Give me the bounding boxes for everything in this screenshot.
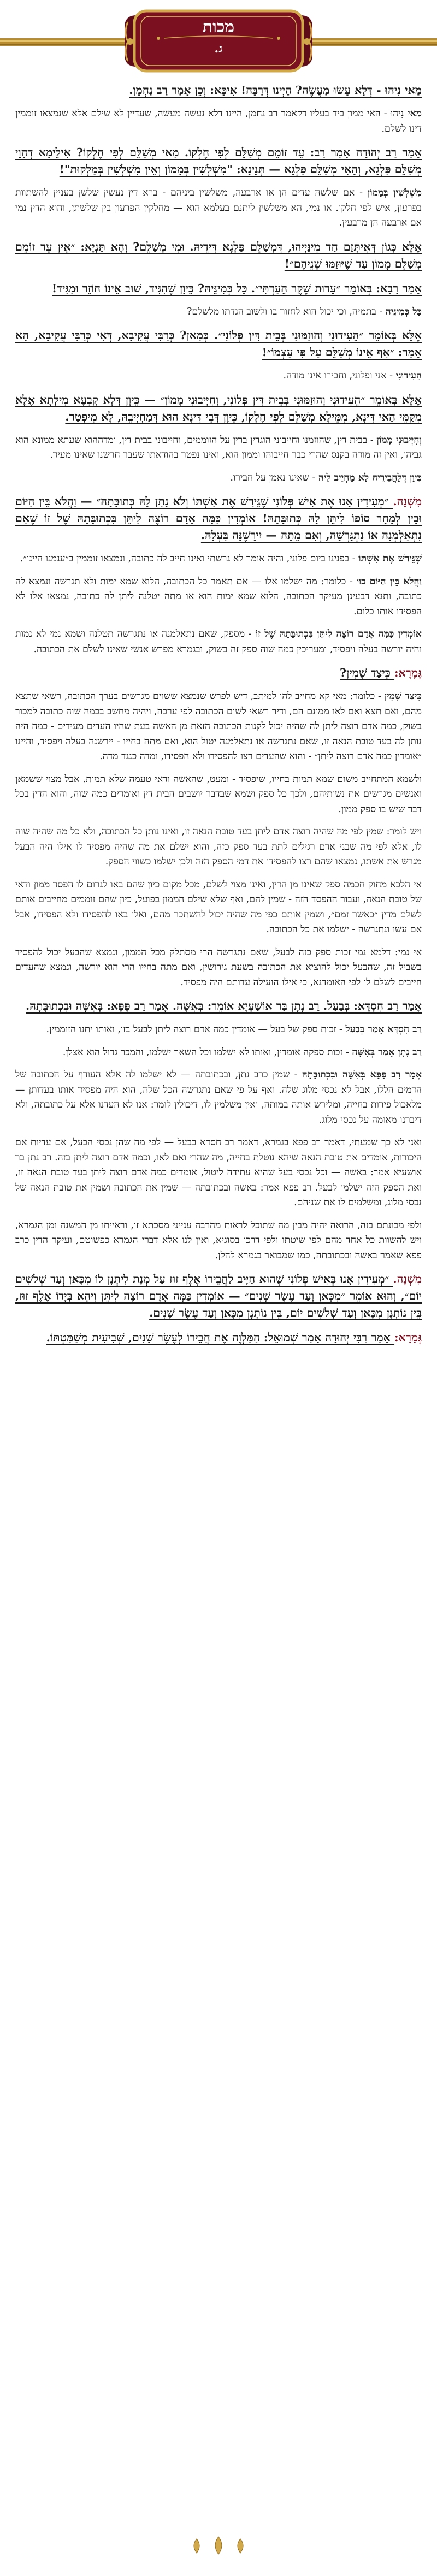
commentary-paragraph (15, 305, 422, 320)
commentary-paragraph (15, 186, 422, 231)
gemara-text: כֵּיצַד שָׁמִין? (340, 666, 395, 679)
mishna-text: ״מְעִידִין אָנוּ אֶת אִישׁ פְּלוֹנִי שֶׁגֵּירַשׁ אֶת אִשְׁתּוֹ וְלֹא נָתַן לָהּ כְּתוּבָּתָהּ״ — וַהֲלֹא בֵּין הַיּוֹם וּבֵין לְמָחָר סוֹפוֹ לִיתֵּן לָהּ כְּתוּבָּתָהּ! אוֹמְדִין כַּמָּה אָדָם רוֹצֶה לִיתֵּן בִּכְתוּבָּתָהּ שֶׁל זוֹ שֶׁאִם נִתְאַלְמְנָה אוֹ נִתְגָּרְשָׁה, וְאִם מֵתָה — יִירָשֶׁנָּה בַּעְלָהּ. (15, 495, 422, 542)
commentary-text: - כלומר: מאי קא מחייב להו למיתב, דיש לפרש שנמצא ששוים מגרשים בערך הכתובה, רשאי שתצא מהם, ואם תצא ואם לאו ממונם הם, ודיר רשאי לשום הכתובה לפי ערכה, ויהיה מחשב בכמה שוה כתובה למכור בשוק, כמה אדם רוצה ליתן לה שהיה יכול לקנות הכתובה הזאת מן האשה בעת שהיו העדים מעידים - כמה היה נותן לה בעד טובת הנאה זו, שאם נתגרשה או נתאלמנה יטול הוא, ואם מתה בחייו - יירשנה בעלה ויפסיד, והיינו ״אומדין כמה אדם רוצה ליתן״ - והוא שהעדים רצו להפסידו ולא הפסידו, ומדה כנגד מדה. (15, 691, 422, 762)
commentary-text: - זכות ספקה אומדין, ואותו לא ישלמו וכל השאר ישלמו, והמכר גדול הוא אצלן. (62, 1046, 352, 1058)
gemara-text: אָמַר רַבִּי יְהוּדָה אָמַר שְׁמוּאֵל: הַמַּלְוֶה אֶת חֲבֵירוֹ לְעֶשֶׂר שָׁנִים, שְׁבִיעִית מְשַׁמַּטְתּוֹ. (46, 1331, 395, 1344)
section-label: מִשְׁנָה. (393, 495, 422, 508)
dibur-hamatchil: וְחִיְּיבוּנִי מָמוֹן (376, 434, 422, 446)
footer-ornament (0, 2534, 437, 2559)
commentary-text: ויש לומר: שמין לפי מה שהיה רוצה אדם ליתן בעד טובת הנאה זו, ואינו נותן כל הכתובה, ולא כל מה שהיה שוה לו, אלא לפי מה שבני אדם רגילים לתת בעד ספק כזה, והוא ישלם את מה שהיה מפסיד לו אילו היה הבעל מגרש את אשתו, נמצאו שהם רצו להפסידו את דמי הספק הזה ולכן ישלמו כשווי הספק. (15, 826, 422, 867)
commentary-text: אי הלכא מחוק חכמה ספק שאינו מן הדין, ואינו מצוי לשלם, מכל מקום כיון שהם באו לגרום לו הפסד ממון ודאי של טובת הנאה, ועבור ההפסד הזה - שמין להם, ואף שלא שילם הממון בפועל, כיון שהם זוממים מחייבים אותם לשלם מדין ״כאשר זמם״, ושמין אותם כפי מה שהיה יכול להשתכר מהם, ואלו באו להפסידו ולא הפסידו, אבל אם עשו ונתגרשה - ישלמו את כל הכתובה. (15, 879, 422, 935)
scroll-banner-ornament (0, 0, 437, 82)
commentary-paragraph (15, 1068, 422, 1128)
dibur-hamatchil: מַאי נִיהוּ (390, 108, 422, 119)
dibur-hamatchil: כָּל כְּמִינֵּיהּ (385, 306, 422, 317)
section-label: גְּמָרָא: (394, 1331, 422, 1344)
mishna-text: ״מְעִידִין אָנוּ בְּאִישׁ פְּלוֹנִי שֶׁהוּא חַיָּיב לַחֲבֵירוֹ אֶלֶף זוּז עַל מְנָת לִיתְּנָן לוֹ מִכָּאן וְעַד שְׁלֹשִׁים יוֹם״, וְהוּא אוֹמֵר ״מִכָּאן וְעַד עֶשֶׂר שָׁנִים״ — אוֹמְדִין כַּמָּה אָדָם רוֹצֶה לִיתֵּן וִיהֵא בְּיָדוֹ אֶלֶף זוּז, בֵּין נוֹתְנָן מִכָּאן וְעַד שְׁלֹשִׁים יוֹם, בֵּין נוֹתְנָן מִכָּאן וְעַד עֶשֶׂר שָׁנִים. (15, 1272, 422, 1319)
commentary-text: - שמין כרב נתן, ובכתובתה — לא ישלמו לה אלא העודף על הכתובה של הדמים הללו, אבל לא נכסי מלוג שלה. ואף על פי שאם נתגרשה הכל שלה, הוא היה מפסיד אותו בעדותן — מלאכול פירות בחייה, ומלירש אותה במותה, ואין משלמין לו, דיכולין לומר: אנו לא העדנו אלא על כתובתה, ולא דיברנו מאומה על נכסי מלוג. (15, 1069, 422, 1126)
commentary-paragraph (15, 1022, 422, 1038)
dibur-hamatchil: שֶׁגֵּירַשׁ אֶת אִשְׁתּוֹ (358, 553, 422, 564)
dibur-hamatchil: רַב נָתָן אָמַר בְּאִשָּׁה (352, 1046, 422, 1058)
dibur-hamatchil: כֵּיוָן דְּלַחֲבֵירֵיהּ לָא מַחְיֵיב לֵיהּ (318, 472, 422, 483)
gemara-text: אָמַר רָבָא: בְּאוֹמֵר ״עֵדוּת שֶׁקֶר הֵעַדְתִּי״. כָּל כְּמִינֵּיהּ? כֵּיוָן שֶׁהִגִּיד, שׁוּב אֵינוֹ חוֹזֵר וּמַגִּיד! (52, 281, 422, 295)
commentary-text: - שאינו נאמן על חבירו. (230, 472, 318, 483)
gemara-paragraph (15, 327, 422, 361)
commentary-paragraph (15, 1045, 422, 1061)
commentary-text: - זכות ספק של בעל — אומדין כמה אדם רוצה ליתן לבעל בזו, ואותו יתנו הזוממין. (46, 1024, 346, 1035)
commentary-text: - כלומר: מה ישלמו אלו — אם תאמר כל הכתובה, הלוא שמא ימות ולא תגרשה ונמצא לה כתובה, ותנא דבעינן מעיקר הכתובה, הלוא שמא ימות הוא או מתה יטלנה ליתן לה כתובה, נמצאו אלו לא הפסידו אותו כלום. (15, 576, 422, 617)
text-body (15, 82, 422, 1346)
gemara-paragraph (15, 1329, 422, 1346)
gemara-text: אֶלָּא בְּאוֹמֵר ״הֵעִידוּנִי וְהוּזַמּוּנִי בְּבֵית דִּין פְּלוֹנִי״. כְּמַאן? כְּרַבִּי עֲקִיבָא, דְּאִי כְּרַבִּי עֲקִיבָא, הָא אָמַר: ״אַף אֵינוֹ מְשַׁלֵּם עַל פִּי עַצְמוֹ״! (15, 329, 422, 359)
commentary-paragraph (15, 945, 422, 991)
commentary-text: - האי ממון ביד בעליו דקאמר רב נחמן, היינו דלא נעשה מעשה, שעדיין לא שילם אלא שנמצאו זוממין דינו לשלם. (15, 108, 422, 134)
dibur-hamatchil: אָמַר רַב פָּפָּא בְּאִשָּׁה וּבִכְתוּבָּתָהּ (302, 1069, 422, 1080)
dibur-hamatchil: אוֹמְדִין כַּמָּה אָדָם רוֹצֶה לִיתֵּן בִּכְתוּבָּתָהּ שֶׁל זוֹ (255, 629, 422, 639)
commentary-paragraph (15, 627, 422, 657)
commentary-paragraph (15, 369, 422, 384)
dibur-hamatchil: רַב חִסְדָּא אָמַר בְּבַעַל (345, 1024, 422, 1035)
page-header (0, 0, 437, 82)
gemara-paragraph (15, 998, 422, 1015)
gemara-text: אֶלָּא כְּגוֹן דְּאִיתְּזַם חַד מִינַּיְיהוּ, דִּמְשַׁלֵּם פַּלְגָא דִּידֵיהּ. וּמִי מְשַׁלֵּם? וְהָא תַּנְיָא: ״אֵין עֵד זוֹמֵם מְשַׁלֵּם מָמוֹן עַד שֶׁיּוּזַמּוּ שְׁנֵיהֶם״! (15, 240, 422, 270)
commentary-paragraph (15, 575, 422, 620)
commentary-text: - בבית דין, שהוזמנו וחייבוני הוגדין ברין על הזוממים, וחייבוני בבית דין, ומדההוא שעתא ממונא הוא גביהו, ואין זה מודה בקנס שהרי כבר חייבוהו וממון הוא, ואינו נפטר בהודאתו שעבר חרשנו שאינו מעיד. (15, 434, 422, 460)
commentary-text: - בתמיה, וכי יכול הוא לחזור בו ולשוב הגדתו מלשלם? (187, 306, 386, 317)
gemara-paragraph (15, 280, 422, 297)
dibur-hamatchil: כֵּיצַד שָׁמִין (384, 691, 422, 702)
commentary-paragraph (15, 471, 422, 486)
gemara-text: אָמַר רַב חִסְדָּא: בְּבַעַל. רַב נָתָן בַּר אוֹשַׁעְיָא אוֹמֵר: בְּאִשָּׁה. אָמַר רַב פָּפָּא: בְּאִשָּׁה וּבִכְתוּבָּתָהּ. (26, 999, 422, 1012)
commentary-paragraph (15, 689, 422, 765)
gemara-paragraph (15, 239, 422, 273)
gemara-text: אָמַר רַב יְהוּדָה אָמַר רַב: עֵד זוֹמֵם מְשַׁלֵּם לְפִי חֶלְקוֹ. מַאי מְשַׁלֵּם לְפִי חֶלְקוֹ? אִילֵימָא דְהָוֵי מְשַׁלֵּם פַּלְגָא, וְהָאִי מְשַׁלֵּם פַּלְגָא — תְּנֵינָא: "מִשְׁלְשִׁין בְּמָמוֹן וְאֵין מִשְׁלְשִׁין בְּמַלְקוּת"! (15, 146, 422, 176)
section-label: גְּמָרָא: (394, 666, 422, 679)
gemara-paragraph (15, 392, 422, 425)
commentary-text: - מספק, שאם נתאלמנה או נתגרשה תטלנה ושמא נמי לא נמות והיה יורשה בעלה ויפסיד, ומעריכין כמה שוה ספק זה בשוק, ובגמרא מפרש אנשי שאינו לשלם את הכתובה. (15, 629, 422, 655)
commentary-text: - אם שלשה עדים הן או ארבעה, משלשין ביניהם - ברא דין נעשין שלשן בעניין להשתוות בפרעון, איש לפי חלקו. או נמי, הא משלשין ליתנם בעלמא הוא — מחלקין הפרעון בין שלשתן, והוא הדין נמי אם ארבעה הן מרבעין. (15, 187, 422, 228)
gemara-text: אֶלָּא בְּאוֹמֵר ״הֵעִידוּנִי וְהוּזַמּוּנִי בְּבֵית דִּין פְּלוֹנִי, וְחִיְּיבוּנִי מָמוֹן״ — כֵּיוָן דְּלָא קְבִעָא מִילְּתָא אֶלָּא מִקַּמֵּי הַאי דִּינָא, מִמֵּילָא מְשַׁלֵּם לְפִי חֶלְקוֹ, כֵּיוָן דְּבֵי דִּינָא הוּא דְּמַחְיְיבֵהּ, לָא מִיפְטַר. (15, 393, 422, 423)
mishna-paragraph (15, 493, 422, 544)
commentary-text: - בפנינו ביום פלוני, והיה אומר לא גרשתי ואינו חייב לה כתובה, ונמצאו זוממין ב״ענמנו היינו״. (20, 553, 359, 564)
commentary-text: - אני ופלוני, וחבירו אינו מודה. (283, 370, 396, 381)
tractate-title: מכות (202, 17, 235, 37)
page-number: ג. (214, 42, 223, 56)
section-label: מִשְׁנָה. (393, 1272, 422, 1286)
commentary-text: ואני לא כך שמעתי, דאמר רב פפא בגמרא, דאמר רב חסדא בבעל — לפי מה שהן נכסי הבעל, אם עדיות אם היכורות, אומדים את טובת הנאה שיהא נוטלת בחייה, מה שהרי ואם לאו, וכמה אדם רוצה ליתן בזה. רב נתן בר אושעיא אמר: באשה — וכל נכסי בעל שהיא עתידה ליטול, אומדים כמה אדם רוצה ליתן בעד טובת הנאה זו, ואת הספק הזה ישלמו לבעל. רב פפא אמר: באשה ובכתובתה — שמין את הכתובה ושמין את טובת הנאה של נכסי מלוג, ומשלמים לו את שניהם. (15, 1137, 422, 1208)
commentary-paragraph (15, 552, 422, 567)
commentary-text: ולפי מכונתם בזה, הרואה יהיה מבין מה שתוכל לראות מהרבה ענייני מסכתא זו, וראייתו מן המשנה ומן הגמרא, ויש להשוות כל אחד מהם לפי שיטתו ולפי דרכו בסוגיא, ואין לנו אלא דברי הגמרא כפשוטם, ועיקר הדין כרב פפא שאמר באשה ובכתובתה, כמו שמבואר בגמרא להלן. (15, 1219, 422, 1261)
commentary-text: אי נמי: דלמא נמי זכות ספק כזה לבעל, שאם נתגרשה הרי מסתלק מכל הממון, ונמצא שהבעל יכול להפסיד בשביל זה, שהבעל יכול להוציא את הכתובה בשעת גירושין, ואם מתה בחייו הרי הוא יורשה, ונמצא שהעדים חייבים לשלם לו לפי האומדנא, כי אילו הועילה עדותם היה מפסיד. (15, 946, 422, 988)
mishna-paragraph (15, 1271, 422, 1322)
footer-ornament-icon (186, 2534, 251, 2556)
dibur-hamatchil: מִשְׁלְשִׁין בְּמָמוֹן (367, 187, 422, 198)
commentary-text: ולשמא המתחייב משום שמא תמות בחייו, שיפסיד - ומעט, שהאשה ודאי טעמה שלא תמות. אבל מצוי ששמאן ואנשים מגרשים את נשותיהם, ולכך כל ספק ושמא שבדבר יושבים הבית דין ואומדים כמה שוה, והוא הדין בכל דבר שיש בו ספק ממון. (15, 773, 422, 815)
commentary-paragraph (15, 1135, 422, 1211)
gemara-text: מַאי נִיהוּ - דְּלָא עָשׂוּ מַעֲשֶׂה? הַיְינוּ דְּרַבָּה! אִיכָּא: וְכֵן אָמַר רַב נַחְמָן. (129, 84, 422, 97)
gemara-paragraph (15, 665, 422, 682)
commentary-paragraph (15, 1218, 422, 1264)
commentary-paragraph (15, 106, 422, 137)
dibur-hamatchil: וַהֲלֹא בֵּין הַיּוֹם כוּ׳ (356, 576, 422, 587)
commentary-paragraph (15, 825, 422, 870)
gemara-paragraph (15, 144, 422, 178)
commentary-paragraph (15, 433, 422, 463)
gemara-paragraph (15, 82, 422, 99)
commentary-paragraph (15, 772, 422, 818)
commentary-paragraph (15, 878, 422, 938)
dibur-hamatchil: הֵעִידוּנִי (395, 370, 422, 381)
